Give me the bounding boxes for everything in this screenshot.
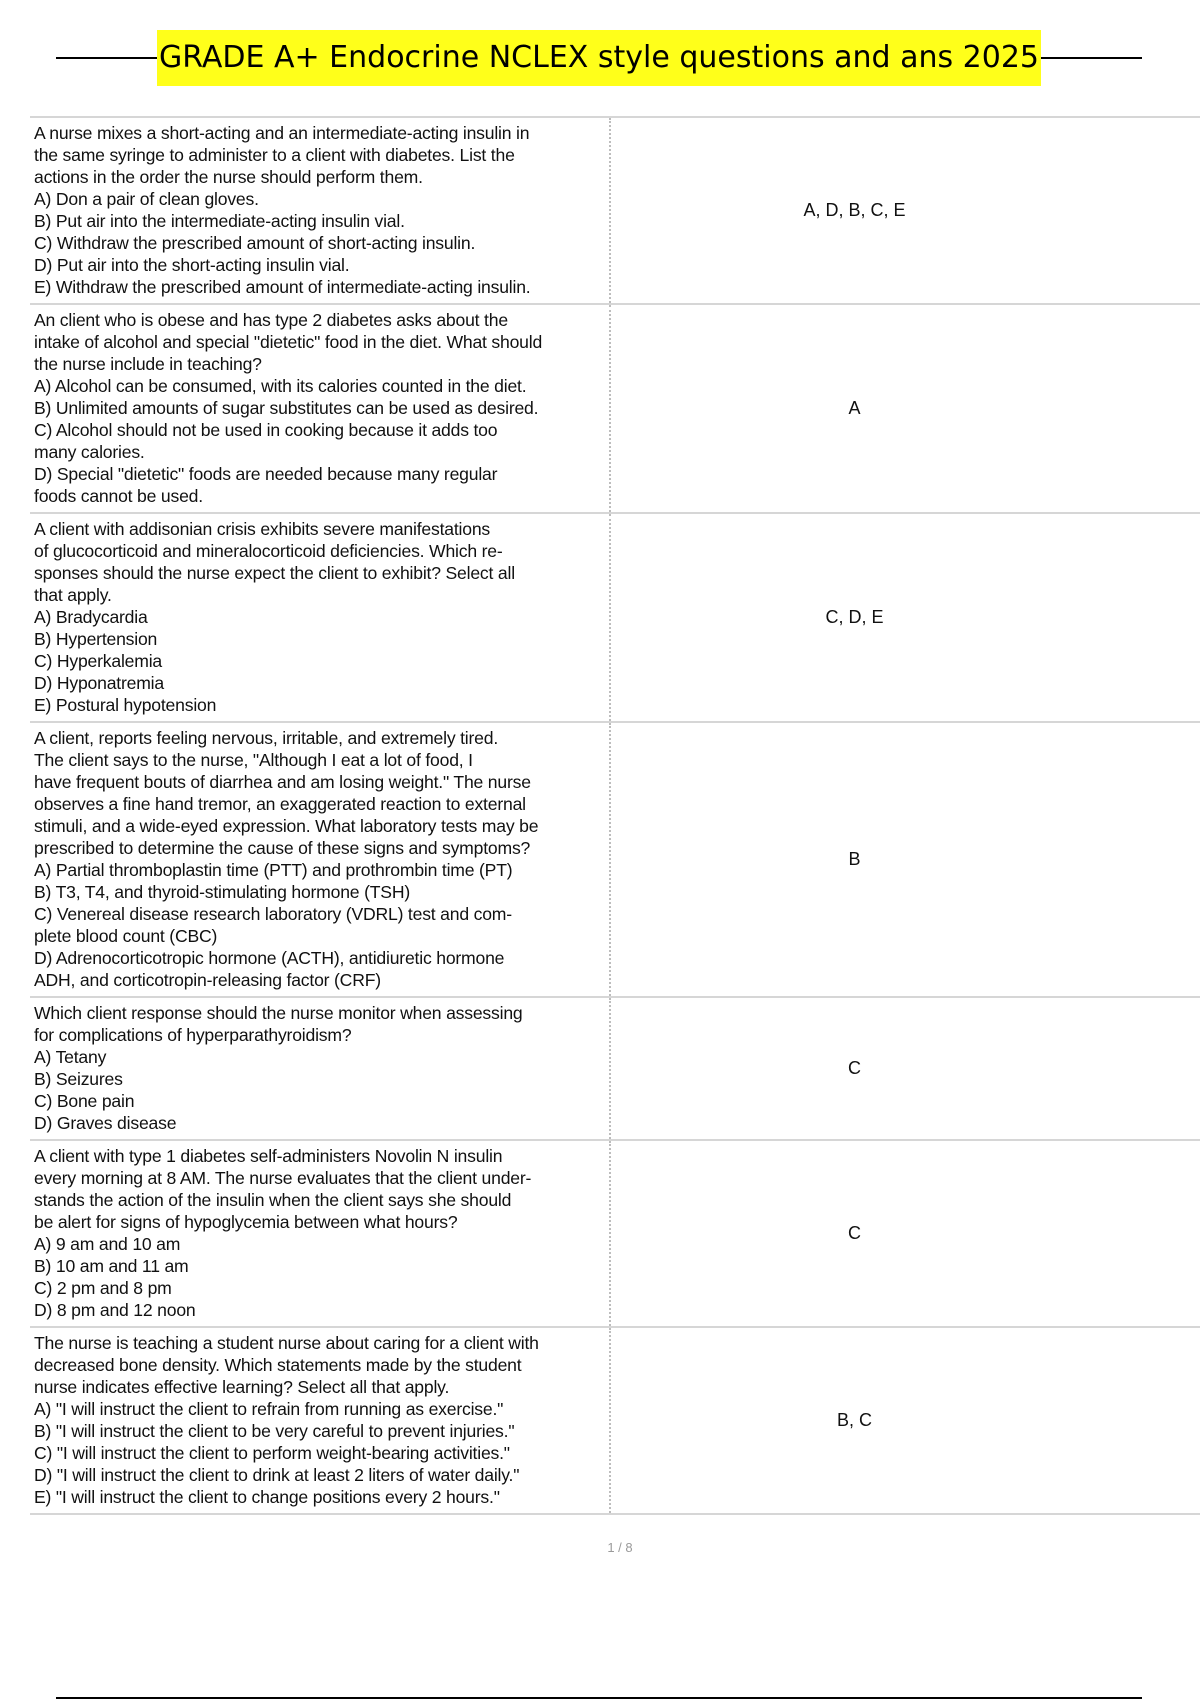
qa-row-5 xyxy=(30,998,1200,1141)
question-line: C) Hyperkalemia xyxy=(34,651,163,671)
question-text xyxy=(30,1141,611,1326)
question-line: A) Partial thromboplastin time (PTT) and prothrombin time (PT) xyxy=(34,860,513,880)
question-line: foods cannot be used. xyxy=(34,486,203,506)
question-line: nurse indicates effective learning? Select all that apply. xyxy=(34,1377,450,1397)
title-row xyxy=(56,30,1142,86)
question-line: D) Adrenocorticotropic hormone (ACTH), antidiuretic hormone xyxy=(34,948,505,968)
question-line: sponses should the nurse expect the client to exhibit? Select all xyxy=(34,563,515,583)
question-line: of glucocorticoid and mineralocorticoid deficiencies. Which re- xyxy=(34,541,503,561)
question-line: stimuli, and a wide-eyed expression. What laboratory tests may be xyxy=(34,816,539,836)
question-line: ADH, and corticotropin-releasing factor (CRF) xyxy=(34,970,381,990)
question-line: D) 8 pm and 12 noon xyxy=(34,1300,196,1320)
question-line: the same syringe to administer to a client with diabetes. List the xyxy=(34,145,515,165)
question-line: A) Bradycardia xyxy=(34,607,148,627)
question-line: C) Withdraw the prescribed amount of short-acting insulin. xyxy=(34,233,476,253)
answer-text: C xyxy=(848,1058,861,1078)
question-line: D) Put air into the short-acting insulin vial. xyxy=(34,255,350,275)
question-line: D) Special "dietetic" foods are needed because many regular xyxy=(34,464,498,484)
question-line: decreased bone density. Which statements made by the student xyxy=(34,1355,522,1375)
title-rule-left xyxy=(56,57,157,59)
question-text xyxy=(30,723,611,996)
qa-row-7 xyxy=(30,1328,1200,1515)
question-text xyxy=(30,1328,611,1513)
qa-row-1 xyxy=(30,118,1200,305)
question-line: D) "I will instruct the client to drink at least 2 liters of water daily." xyxy=(34,1465,520,1485)
question-line: A) Alcohol can be consumed, with its calories counted in the diet. xyxy=(34,376,527,396)
question-line: B) Put air into the intermediate-acting insulin vial. xyxy=(34,211,405,231)
answer-text: B xyxy=(848,849,861,869)
question-line: E) Postural hypotension xyxy=(34,695,217,715)
question-line: have frequent bouts of diarrhea and am losing weight." The nurse xyxy=(34,772,531,792)
page-number: 1 / 8 xyxy=(607,1540,633,1555)
question-line: Which client response should the nurse monitor when assessing xyxy=(34,1003,523,1023)
question-line: B) Hypertension xyxy=(34,629,158,649)
question-line: C) Alcohol should not be used in cooking because it adds too xyxy=(34,420,498,440)
question-line: An client who is obese and has type 2 diabetes asks about the xyxy=(34,310,508,330)
question-line: D) Graves disease xyxy=(34,1113,177,1133)
question-line: E) Withdraw the prescribed amount of intermediate-acting insulin. xyxy=(34,277,531,297)
question-line: A client with addisonian crisis exhibits severe manifestations xyxy=(34,519,491,539)
question-text xyxy=(30,514,611,721)
question-line: C) Venereal disease research laboratory (VDRL) test and com- xyxy=(34,904,512,924)
qa-row-4 xyxy=(30,723,1200,998)
title-rule-right xyxy=(1041,57,1142,59)
question-line: that apply. xyxy=(34,585,112,605)
question-line: stands the action of the insulin when the client says she should xyxy=(34,1190,512,1210)
answer-text: B, C xyxy=(836,1410,872,1430)
question-line: C) 2 pm and 8 pm xyxy=(34,1278,172,1298)
question-line: A) "I will instruct the client to refrain from running as exercise." xyxy=(34,1399,504,1419)
qa-row-3 xyxy=(30,514,1200,723)
question-line: C) Bone pain xyxy=(34,1091,135,1111)
question-line: intake of alcohol and special "dietetic" food in the diet. What should xyxy=(34,332,543,352)
question-line: The client says to the nurse, "Although I eat a lot of food, I xyxy=(34,750,473,770)
question-line: for complications of hyperparathyroidism? xyxy=(34,1025,352,1045)
answer-text: C xyxy=(848,1223,861,1243)
question-line: D) Hyponatremia xyxy=(34,673,164,693)
question-line: A) Tetany xyxy=(34,1047,107,1067)
question-line: actions in the order the nurse should perform them. xyxy=(34,167,423,187)
answer-text: A xyxy=(848,398,861,418)
question-line: A client, reports feeling nervous, irritable, and extremely tired. xyxy=(34,728,499,748)
question-line: observes a fine hand tremor, an exaggerated reaction to external xyxy=(34,794,526,814)
document-title: GRADE A+ Endocrine NCLEX style questions and ans 2025 xyxy=(157,30,1041,86)
question-line: C) "I will instruct the client to perform weight-bearing activities." xyxy=(34,1443,510,1463)
qa-table xyxy=(30,116,1200,1515)
question-line: B) Unlimited amounts of sugar substitutes can be used as desired. xyxy=(34,398,539,418)
question-line: every morning at 8 AM. The nurse evaluates that the client under- xyxy=(34,1168,532,1188)
question-line: B) Seizures xyxy=(34,1069,123,1089)
question-line: The nurse is teaching a student nurse about caring for a client with xyxy=(34,1333,539,1353)
question-line: prescribed to determine the cause of these signs and symptoms? xyxy=(34,838,531,858)
question-line: many calories. xyxy=(34,442,145,462)
answer-text: A, D, B, C, E xyxy=(803,200,906,220)
qa-row-6 xyxy=(30,1141,1200,1328)
question-line: A) 9 am and 10 am xyxy=(34,1234,181,1254)
question-text xyxy=(30,305,611,512)
question-line: A) Don a pair of clean gloves. xyxy=(34,189,259,209)
question-line: B) 10 am and 11 am xyxy=(34,1256,189,1276)
question-line: the nurse include in teaching? xyxy=(34,354,262,374)
footer-rule xyxy=(56,1697,1142,1699)
question-line: B) T3, T4, and thyroid-stimulating hormone (TSH) xyxy=(34,882,410,902)
question-line: be alert for signs of hypoglycemia between what hours? xyxy=(34,1212,458,1232)
question-line: E) "I will instruct the client to change positions every 2 hours." xyxy=(34,1487,500,1507)
question-line: A nurse mixes a short-acting and an intermediate-acting insulin in xyxy=(34,123,530,143)
qa-row-2 xyxy=(30,305,1200,514)
question-text xyxy=(30,998,611,1139)
question-line: B) "I will instruct the client to be very careful to prevent injuries." xyxy=(34,1421,515,1441)
question-line: plete blood count (CBC) xyxy=(34,926,218,946)
question-text xyxy=(30,118,611,303)
answer-text: C, D, E xyxy=(825,607,884,627)
question-line: A client with type 1 diabetes self-administers Novolin N insulin xyxy=(34,1146,503,1166)
